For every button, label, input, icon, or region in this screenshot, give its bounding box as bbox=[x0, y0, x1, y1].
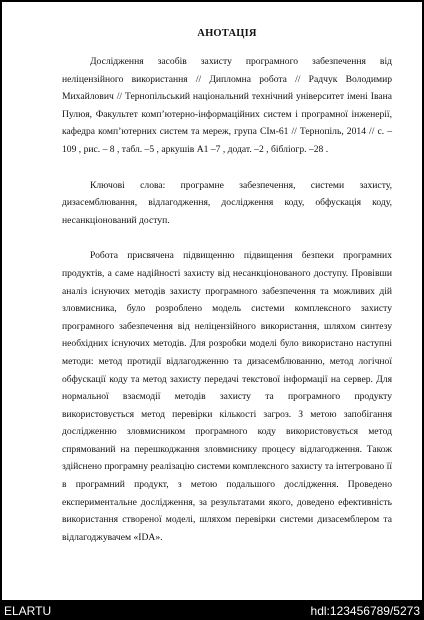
footer-bar bbox=[0, 600, 424, 620]
footer-handle: hdl:123456789/5273 bbox=[310, 604, 420, 618]
document-page bbox=[2, 2, 422, 600]
page-title: АНОТАЦІЯ bbox=[197, 28, 257, 39]
summary-paragraph: Робота присвячена підвищенню підвищення безпеки програмних продуктів, а саме надійності захисту від несанкціонованого доступу. Провівши аналіз існуючих методів захисту програмного забезпечення та можливих дій зловмисника, було розроблено модель системи комплексного захисту програмного забезпечення від неліцензійного використання, шляхом синтезу необхідних існуючих методів. Для розробки моделі було використано наступні методи: метод протидії відлагодженню та дизасемблюванню, метод логічної обфускації коду та метод захисту передачі текстової інформації на сервер. Для нормальної взаємодії методів захисту та програмного продукту використовується метод перевірки кількості загроз. З метою запобігання дослідженню зловмисником програмного коду використовується метод спрямований на перешкоджання зловмиснику процесу відлагодження. Також здійснено програмну реалізацію системи комплексного захисту та інтегровано її в програмний продукт, з метою подальшого дослідження. Проведено експериментальне дослідження, за результатами якого, доведено ефективність використання створеної моделі, шляхом перевірки системи дизасемблером та відлагоджувачем «IDA». bbox=[62, 250, 392, 543]
bibliographic-paragraph: Дослідження засобів захисту програмного забезпечення від неліцензійного використання // Дипломна робота // Радчук Володимир Михайлович // Тернопільський національний технічний університет імені Івана Пулюя, Факультет комп’ютерно-інформаційних систем і програмної інженерії, кафедра комп’ютерних систем та мереж, група СІм-61 // Тернопіль, 2014 // с. – 109 , рис. – 8 , табл. –5 , аркушів А1 –7 , додат. –2 , бібліогр. –28 . bbox=[62, 56, 392, 155]
footer-repository-label: ELARTU bbox=[4, 604, 52, 618]
keywords-paragraph: Ключові слова: програмне забезпечення, системи захисту, дизасемблювання, відлагодження, дослідження коду, обфускація коду, несанкціонований доступ. bbox=[62, 179, 392, 226]
